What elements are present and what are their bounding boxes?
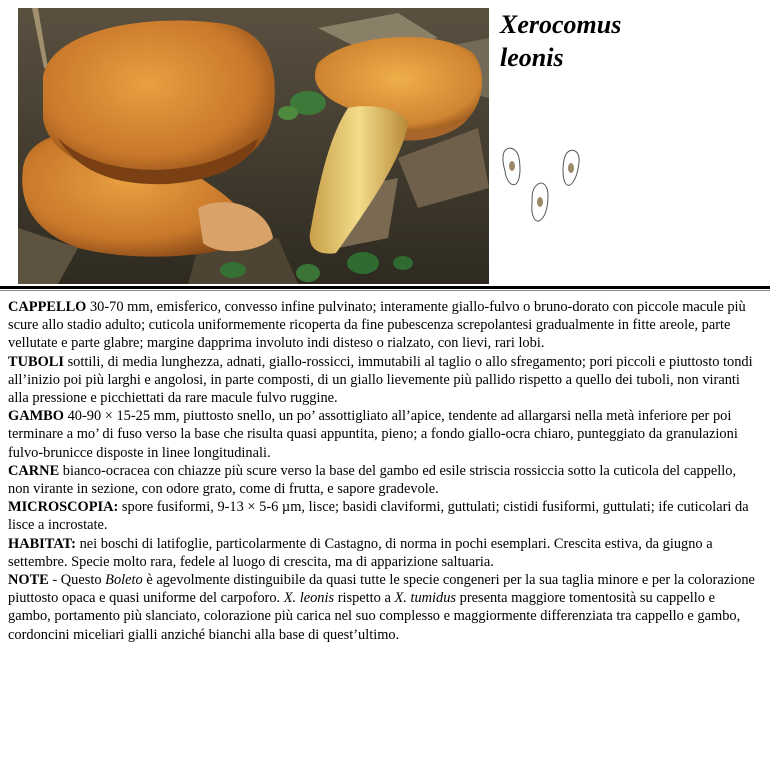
section-text: 40-90 × 15-25 mm, piuttosto snello, un po’ assottigliato all’apice, tendente ad allargarsi nella metà inferiore per poi terminare a mo’ di fuso verso la base che risulta quasi appuntita, pieno; a fondo giallo-ocra chiaro, punteggiato da granulazioni fulvo-brunicce disposte in linee longitudinali. — [8, 408, 738, 461]
section-label: HABITAT: — [8, 535, 76, 552]
spore-illustration — [498, 144, 588, 226]
mushroom-photo-icon — [18, 8, 489, 284]
section-text: sottili, di media lunghezza, adnati, giallo-rossicci, immutabili al taglio o allo sfregamento; pori piccoli e piuttosto tondi all’inizio poi più larghi e angolosi, in parte composti, di un giallo lievemente più pallido rispetto a quello dei tuboli, non viranti alla pressione e picchiettati da rare macule fulvo ruggine. — [8, 353, 753, 407]
italic-term: X. tumidus — [394, 590, 457, 607]
section-text: è agevolmente distinguibile da quasi tutte le specie congeneri per la sua taglia minore e per la colorazione piuttosto opaca e quasi uniforme del carpoforo. — [8, 572, 755, 607]
mushroom-photo — [18, 8, 489, 284]
section-carne — [8, 462, 760, 498]
section-text: - Questo — [48, 572, 106, 589]
section-text: 30-70 mm, emisferico, convesso infine pulvinato; interamente giallo-fulvo o bruno-dorato con piccole macule più scure allo stadio adulto; cuticola uniformemente ricoperta da fine pubescenza screpolantesi gradualmente in fitte areole, parte vellutate e parte glabre; margine dapprima involuto indi disteso o rialzato, con lievi, rari lobi. — [8, 299, 746, 352]
section-label: CAPPELLO — [8, 299, 87, 315]
section-text: spore fusiformi, 9-13 × 5-6 µm, lisce; basidi claviformi, guttulati; cistidi fusiformi, guttulati; ife cuticolari da lisce a incrostate. — [8, 499, 749, 534]
description — [8, 298, 760, 644]
section-label: CARNE — [8, 462, 60, 479]
section-gambo — [8, 407, 760, 462]
section-habitat — [8, 535, 760, 571]
section-microscopia — [8, 498, 760, 534]
section-label: MICROSCOPIA: — [8, 499, 119, 516]
section-text: bianco-ocracea con chiazze più scure verso la base del gambo ed esile striscia rossiccia sotto la cuticola del cappello, non virante in sezione, con odore grato, come di frutta, e sapore gradevole. — [8, 462, 737, 498]
separator-line-thin — [0, 290, 770, 291]
species-name — [500, 8, 621, 74]
section-text: nei boschi di latifoglie, particolarmente di Castagno, di norma in pochi esemplari. Crescita estiva, da giugno a settembre. Specie molto rara, fedele al luogo di crescita, ma di apparizione saltuaria. — [8, 535, 713, 570]
species-genus: Xerocomus — [500, 10, 622, 39]
section-text: presenta maggiore tomentosità su cappello e gambo, portamento più slanciato, colorazione più carica nel suo complesso e maggiormente differenziata tra cappello e gambo, cordoncini miceliari gialli anziché bianchi alla base di quest’ultimo. — [8, 590, 741, 643]
section-tuboli — [8, 353, 760, 408]
section-cappello — [8, 298, 760, 353]
section-label: TUBOLI — [8, 353, 64, 370]
spore-drawing-icon — [498, 144, 588, 226]
section-label: NOTE — [8, 572, 49, 589]
italic-term: X. leonis — [283, 590, 335, 607]
italic-term: Boleto — [105, 572, 143, 589]
section-label: GAMBO — [8, 408, 64, 425]
section-text: rispetto a — [334, 590, 395, 607]
section-note — [8, 571, 760, 644]
species-epithet: leonis — [500, 43, 564, 72]
separator-line — [0, 286, 770, 289]
